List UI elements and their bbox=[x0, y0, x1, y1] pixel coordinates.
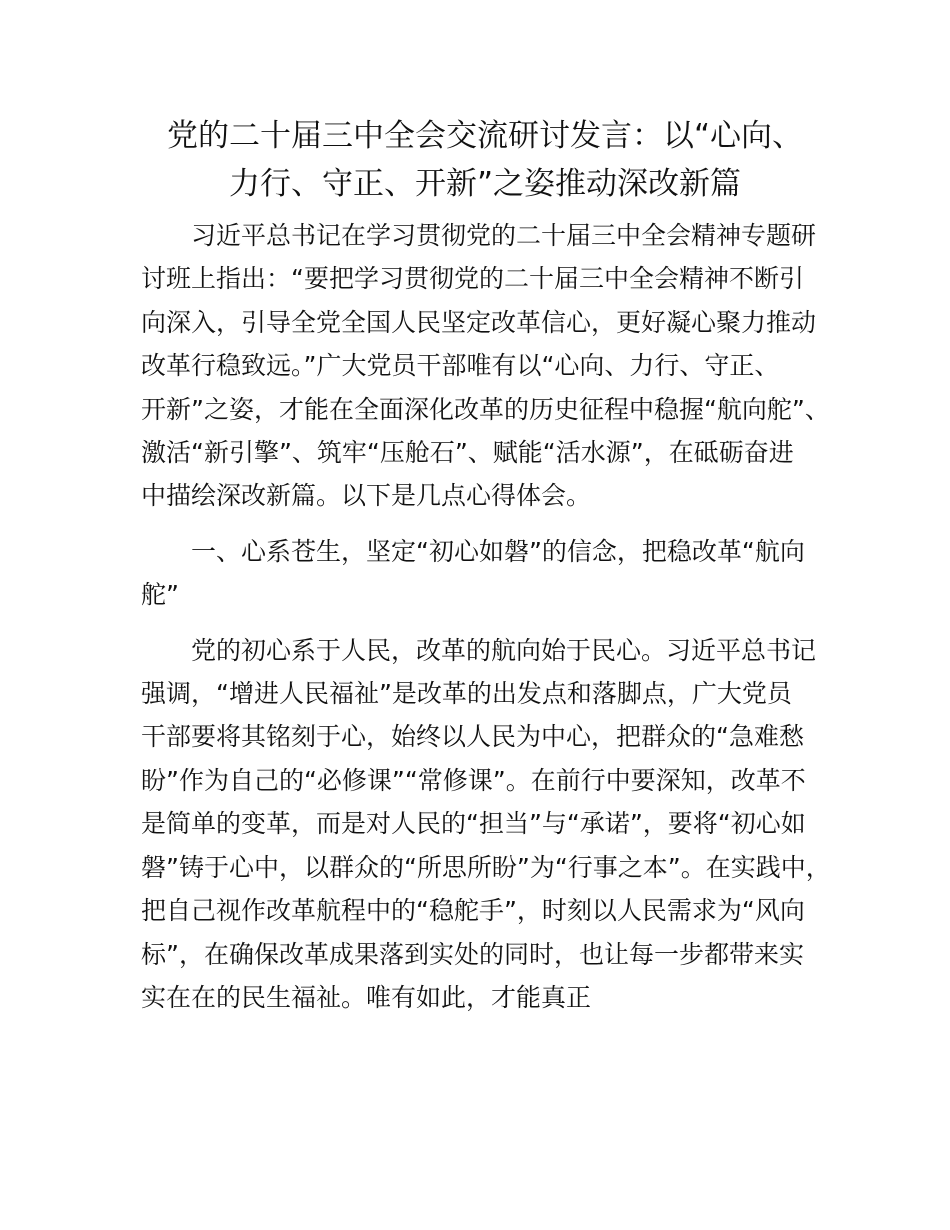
paragraph-line: 标”，在确保改革成果落到实处的同时，也让每一步都带来实 bbox=[141, 939, 804, 969]
paragraph-line: 实在在的民生福祉。唯有如此，才能真正 bbox=[141, 982, 592, 1012]
paragraph-line: 习近平总书记在学习贯彻党的二十届三中全会精神专题研 bbox=[191, 221, 817, 250]
title-line-2: 力行、守正、开新”之姿推动深改新篇 bbox=[228, 166, 742, 202]
heading-line: 一、心系苍生，坚定“初心如磐”的信念，把稳改革“航向 bbox=[191, 536, 805, 566]
paragraph-line: 改革行稳致远。”广大党员干部唯有以“心向、力行、守正、 bbox=[141, 351, 780, 381]
section-heading bbox=[141, 530, 836, 617]
heading-line: 舵” bbox=[141, 580, 179, 610]
section-paragraph bbox=[141, 629, 836, 1020]
paragraph-line: 磐”铸于心中，以群众的“所思所盼”为“行事之本”。在实践中， bbox=[141, 852, 831, 882]
document-title bbox=[140, 112, 830, 208]
paragraph-spacer bbox=[141, 518, 836, 530]
title-line-1: 党的二十届三中全会交流研讨发言：以“心向、 bbox=[166, 118, 804, 154]
paragraph-line: 激活“新引擎”、筑牢“压舱石”、赋能“活水源”，在砥砺奋进 bbox=[141, 438, 794, 468]
paragraph-line: 讨班上指出：“要把学习贯彻党的二十届三中全会精神不断引 bbox=[141, 264, 804, 294]
paragraph-line: 开新”之姿，才能在全面深化改革的历史征程中稳握“航向舵”、 bbox=[141, 394, 830, 424]
paragraph-line: 把自己视作改革航程中的“稳舵手”，时刻以人民需求为“风向 bbox=[141, 896, 805, 926]
paragraph-line: 中描绘深改新篇。以下是几点心得体会。 bbox=[141, 481, 592, 511]
paragraph-line: 向深入，引导全党全国人民坚定改革信心，更好凝心聚力推动 bbox=[141, 307, 817, 337]
paragraph-line: 党的初心系于人民，改革的航向始于民心。习近平总书记 bbox=[191, 635, 817, 665]
paragraph-spacer bbox=[141, 617, 836, 629]
intro-paragraph bbox=[141, 214, 836, 518]
paragraph-line: 是简单的变革，而是对人民的“担当”与“承诺”，要将“初心如 bbox=[141, 809, 806, 839]
paragraph-line: 盼”作为自己的“必修课”“常修课”。在前行中要深知，改革不 bbox=[141, 765, 806, 795]
document-body bbox=[141, 214, 836, 1019]
paragraph-line: 干部要将其铭刻于心，始终以人民为中心，把群众的“急难愁 bbox=[141, 722, 804, 752]
paragraph-line: 强调，“增进人民福祉”是改革的出发点和落脚点，广大党员 bbox=[141, 679, 792, 709]
